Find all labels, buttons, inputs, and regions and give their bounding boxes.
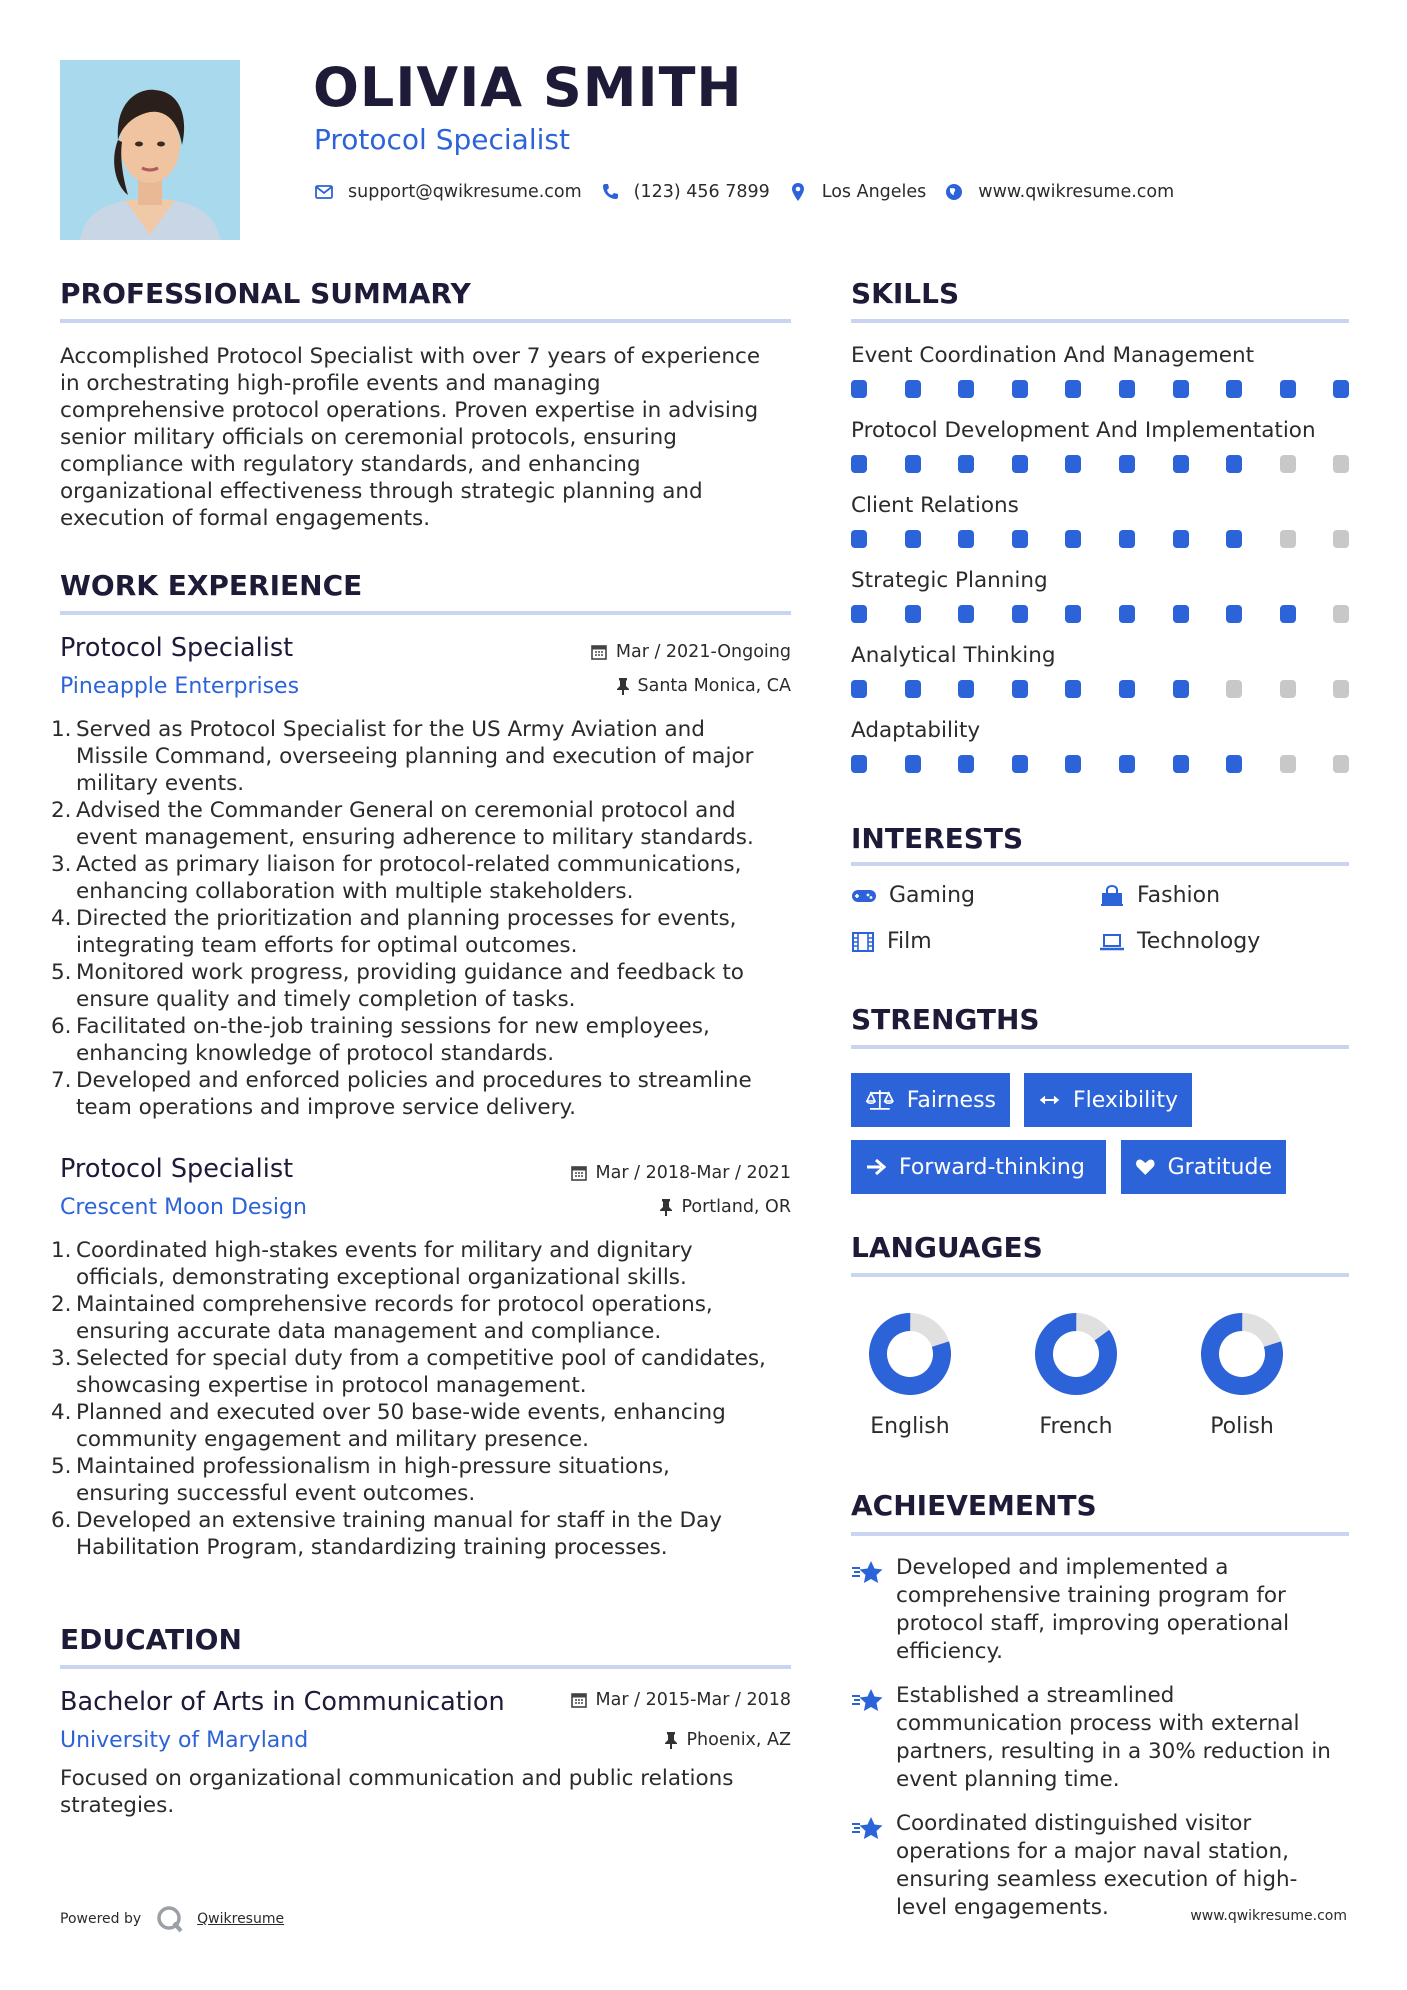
star-award-icon <box>851 1558 885 1588</box>
strength-gratitude <box>1121 1140 1286 1194</box>
star-award-icon <box>851 1814 885 1844</box>
skill-rating <box>851 455 1351 473</box>
list-item <box>51 1399 796 1453</box>
job-location-text: Portland, OR <box>681 1197 791 1217</box>
skill-dot <box>1119 530 1135 548</box>
bullet-number: 4. <box>51 906 72 931</box>
strength-flexibility <box>1024 1073 1192 1127</box>
skill-name: Protocol Development And Implementation <box>851 418 1316 443</box>
interest-film <box>851 929 932 954</box>
skill-dot <box>1065 380 1081 398</box>
bullet-line: Acted as primary liaison for protocol-related communications, <box>76 852 742 877</box>
skill-dot <box>1173 455 1189 473</box>
skill-rating <box>851 680 1351 698</box>
achievements-heading: ACHIEVEMENTS <box>851 1489 1097 1522</box>
bullet-number: 4. <box>51 1400 72 1425</box>
skill-dot <box>1173 530 1189 548</box>
bullet-line: ensuring accurate data management and compliance. <box>76 1319 662 1344</box>
list-item <box>51 716 796 797</box>
skill-dot <box>1333 755 1349 773</box>
bullet-line: team operations and improve service delivery. <box>76 1095 576 1120</box>
summary-line: execution of formal engagements. <box>60 506 431 531</box>
skill-dot <box>1065 530 1081 548</box>
skill-dot <box>1012 380 1028 398</box>
skill-dot <box>851 380 867 398</box>
summary-heading: PROFESSIONAL SUMMARY <box>60 277 471 310</box>
skill-dot <box>1012 530 1028 548</box>
education-line: strategies. <box>60 1793 175 1818</box>
bullet-line: Developed and enforced policies and procedures to streamline <box>76 1068 752 1093</box>
job-location-text: Santa Monica, CA <box>637 676 791 696</box>
skill-dot <box>958 680 974 698</box>
degree-title: Bachelor of Arts in Communication <box>60 1687 505 1717</box>
skill-dot <box>958 455 974 473</box>
interest-technology <box>1099 929 1260 954</box>
calendar-icon <box>570 1691 588 1709</box>
job-date-text: Mar / 2021-Ongoing <box>615 642 791 662</box>
experience-divider <box>60 611 791 615</box>
globe-icon <box>944 182 964 202</box>
skill-dot <box>1280 455 1296 473</box>
skill-dot <box>1226 755 1242 773</box>
bullet-line: Planned and executed over 50 base-wide events, enhancing <box>76 1400 726 1425</box>
skill-dot <box>1173 680 1189 698</box>
phone-icon <box>600 182 620 202</box>
skill-dot <box>1065 605 1081 623</box>
contact-bar <box>314 179 1192 205</box>
skill-dot <box>1226 530 1242 548</box>
job-location <box>480 676 791 696</box>
skill-dot <box>1280 530 1296 548</box>
skill-rating <box>851 380 1351 398</box>
skill-dot <box>1333 530 1349 548</box>
skill-dot <box>1119 380 1135 398</box>
skill-dot <box>851 605 867 623</box>
bullet-number: 7. <box>51 1068 72 1093</box>
skills-divider <box>851 319 1349 323</box>
summary-line: compliance with regulatory standards, and enhancing <box>60 452 641 477</box>
list-item <box>51 1291 796 1345</box>
calendar-icon <box>590 643 608 661</box>
bullet-number: 3. <box>51 1346 72 1371</box>
bullet-line: Missile Command, overseeing planning and execution of major <box>76 744 754 769</box>
interests-heading: INTERESTS <box>851 822 1024 855</box>
skill-dot <box>1065 755 1081 773</box>
arrows-horizontal-icon <box>1038 1090 1061 1110</box>
education-divider <box>60 1665 791 1669</box>
summary-line: comprehensive protocol operations. Proven expertise in advising <box>60 398 759 423</box>
achievement-line: event planning time. <box>896 1767 1120 1792</box>
pushpin-icon <box>616 677 630 695</box>
skill-dot <box>958 605 974 623</box>
education-date-text: Mar / 2015-Mar / 2018 <box>595 1690 791 1710</box>
list-item <box>51 1013 796 1067</box>
pushpin-icon <box>664 1731 678 1749</box>
strength-label: Forward-thinking <box>899 1154 1085 1180</box>
summary-divider <box>60 319 791 323</box>
education-description <box>60 1765 795 1819</box>
skill-dot <box>905 380 921 398</box>
interest-label: Gaming <box>889 883 975 908</box>
achievement-line: Developed and implemented a <box>896 1555 1229 1580</box>
language-name: Polish <box>1210 1414 1274 1439</box>
strengths-divider <box>851 1045 1349 1049</box>
skill-name: Strategic Planning <box>851 568 1048 593</box>
list-item <box>51 959 796 1013</box>
education-heading: EDUCATION <box>60 1623 242 1656</box>
achievement-line: ensuring seamless execution of high- <box>896 1867 1298 1892</box>
skill-dot <box>1065 455 1081 473</box>
skill-dot <box>1280 380 1296 398</box>
achievements-divider <box>851 1532 1349 1536</box>
bullet-line: enhancing knowledge of protocol standards. <box>76 1041 555 1066</box>
portrait-image <box>60 60 240 240</box>
skill-dot <box>1333 605 1349 623</box>
skill-dot <box>1119 455 1135 473</box>
qwikresume-logo-icon <box>155 1904 185 1934</box>
summary-line: organizational effectiveness through strategic planning and <box>60 479 703 504</box>
star-award-icon <box>851 1686 885 1716</box>
candidate-role: Protocol Specialist <box>314 123 570 156</box>
strength-label: Fairness <box>906 1087 996 1113</box>
bullet-line: Advised the Commander General on ceremonial protocol and <box>76 798 736 823</box>
interest-label: Technology <box>1137 929 1261 954</box>
footer-website[interactable]: www.qwikresume.com <box>1190 1908 1347 1924</box>
interest-label: Film <box>887 929 932 954</box>
skill-name: Event Coordination And Management <box>851 343 1255 368</box>
job-title: Protocol Specialist <box>60 633 294 663</box>
film-icon <box>851 931 875 953</box>
skill-dot <box>1012 755 1028 773</box>
achievement-line: partners, resulting in a 30% reduction in <box>896 1739 1331 1764</box>
skill-dot <box>1226 680 1242 698</box>
laptop-icon <box>1099 932 1125 952</box>
bullet-number: 1. <box>51 1238 72 1263</box>
skill-dot <box>851 455 867 473</box>
interest-gaming <box>851 883 975 908</box>
bullet-line: Facilitated on-the-job training sessions for new employees, <box>76 1014 710 1039</box>
list-item <box>51 851 796 905</box>
interests-divider <box>851 862 1349 866</box>
heart-icon <box>1135 1156 1156 1178</box>
skill-dot <box>905 680 921 698</box>
skill-dot <box>1012 680 1028 698</box>
bullet-number: 6. <box>51 1014 72 1039</box>
bullet-line: event management, ensuring adherence to military standards. <box>76 825 754 850</box>
skill-name: Adaptability <box>851 718 981 743</box>
skill-dot <box>1226 605 1242 623</box>
achievement-line: communication process with external <box>896 1711 1300 1736</box>
summary-line: Accomplished Protocol Specialist with over 7 years of experience <box>60 344 761 369</box>
powered-by <box>60 1904 284 1934</box>
skill-dot <box>905 530 921 548</box>
bullet-line: Coordinated high-stakes events for military and dignitary <box>76 1238 693 1263</box>
bullet-number: 6. <box>51 1508 72 1533</box>
education-date <box>540 1690 791 1710</box>
interest-label: Fashion <box>1137 883 1221 908</box>
list-item <box>51 905 796 959</box>
bullet-line: Selected for special duty from a competitive pool of candidates, <box>76 1346 766 1371</box>
contact-location: Los Angeles <box>821 182 927 202</box>
language-level-ring <box>1197 1309 1287 1399</box>
skill-dot <box>1280 605 1296 623</box>
skill-dot <box>1280 680 1296 698</box>
bullet-number: 2. <box>51 798 72 823</box>
bullet-line: ensuring successful event outcomes. <box>76 1481 476 1506</box>
achievement-line: efficiency. <box>896 1639 1003 1664</box>
list-item <box>51 1345 796 1399</box>
achievement-line: Established a streamlined <box>896 1683 1175 1708</box>
arrow-right-icon <box>865 1157 887 1177</box>
strengths-heading: STRENGTHS <box>851 1003 1040 1036</box>
bullet-line: integrating team efforts for optimal outcomes. <box>76 933 578 958</box>
summary-line: senior military officials on ceremonial protocols, ensuring <box>60 425 677 450</box>
profile-photo <box>60 60 240 240</box>
skill-dot <box>1119 680 1135 698</box>
strength-label: Flexibility <box>1073 1087 1178 1113</box>
list-item <box>51 797 796 851</box>
bullet-line: ensure quality and timely completion of tasks. <box>76 987 576 1012</box>
bullet-line: Directed the prioritization and planning processes for events, <box>76 906 737 931</box>
skill-dot <box>905 455 921 473</box>
skill-dot <box>1012 455 1028 473</box>
interest-fashion <box>1099 883 1220 908</box>
qwikresume-link[interactable]: Qwikresume <box>197 1911 285 1927</box>
skill-name: Analytical Thinking <box>851 643 1056 668</box>
skill-rating <box>851 530 1351 548</box>
strength-fairness <box>851 1073 1010 1127</box>
shopping-bag-icon <box>1099 885 1125 907</box>
achievement-line: level engagements. <box>896 1895 1109 1920</box>
calendar-icon <box>570 1164 588 1182</box>
skill-dot <box>905 755 921 773</box>
skill-dot <box>958 530 974 548</box>
skill-dot <box>1333 455 1349 473</box>
bullet-number: 3. <box>51 852 72 877</box>
list-item <box>51 1237 796 1291</box>
skill-dot <box>1333 680 1349 698</box>
skill-dot <box>1226 380 1242 398</box>
skill-dot <box>905 605 921 623</box>
skill-dot <box>1065 680 1081 698</box>
achievement-line: comprehensive training program for <box>896 1583 1286 1608</box>
ring-fill <box>1031 1309 1120 1398</box>
skills-heading: SKILLS <box>851 277 960 310</box>
skill-name: Client Relations <box>851 493 1019 518</box>
skill-dot <box>958 755 974 773</box>
languages-divider <box>851 1273 1349 1277</box>
skill-dot <box>958 380 974 398</box>
education-location-text: Phoenix, AZ <box>686 1730 791 1750</box>
list-item <box>51 1453 796 1507</box>
school-name: University of Maryland <box>60 1728 309 1753</box>
strength-label: Gratitude <box>1167 1154 1272 1180</box>
achievement-line: protocol staff, improving operational <box>896 1611 1290 1636</box>
bullet-number: 5. <box>51 1454 72 1479</box>
gamepad-icon <box>851 887 877 905</box>
skill-dot <box>1119 755 1135 773</box>
bullet-line: Habilitation Program, standardizing training processes. <box>76 1535 668 1560</box>
list-item <box>51 1067 796 1121</box>
bullet-line: Maintained comprehensive records for protocol operations, <box>76 1292 713 1317</box>
company-name: Crescent Moon Design <box>60 1195 307 1220</box>
skill-dot <box>1012 605 1028 623</box>
skill-dot <box>851 680 867 698</box>
strength-forward-thinking <box>851 1140 1106 1194</box>
bullet-line: Maintained professionalism in high-pressure situations, <box>76 1454 670 1479</box>
job-location <box>480 1197 791 1217</box>
bullet-line: military events. <box>76 771 245 796</box>
experience-heading: WORK EXPERIENCE <box>60 569 363 602</box>
job-title: Protocol Specialist <box>60 1154 294 1184</box>
contact-phone[interactable]: (123) 456 7899 <box>633 182 770 202</box>
skill-rating <box>851 755 1351 773</box>
language-level-ring <box>1031 1309 1121 1399</box>
list-item <box>51 1507 796 1561</box>
bullet-line: enhancing collaboration with multiple stakeholders. <box>76 879 634 904</box>
bullet-line: Developed an extensive training manual for staff in the Day <box>76 1508 723 1533</box>
bullet-number: 5. <box>51 960 72 985</box>
skill-dot <box>1280 755 1296 773</box>
skill-dot <box>851 755 867 773</box>
language-level-ring <box>865 1309 955 1399</box>
education-location <box>540 1730 791 1750</box>
bullet-number: 1. <box>51 717 72 742</box>
balance-scale-icon <box>865 1088 895 1112</box>
job-date-text: Mar / 2018-Mar / 2021 <box>595 1163 791 1183</box>
bullet-line: officials, demonstrating exceptional organizational skills. <box>76 1265 687 1290</box>
education-line: Focused on organizational communication and public relations <box>60 1766 734 1791</box>
skill-dot <box>1226 455 1242 473</box>
job-date <box>480 642 791 662</box>
skill-dot <box>851 530 867 548</box>
achievement-line: operations for a major naval station, <box>896 1839 1289 1864</box>
bullet-line: Served as Protocol Specialist for the US Army Aviation and <box>76 717 705 742</box>
skill-dot <box>1173 380 1189 398</box>
company-name: Pineapple Enterprises <box>60 674 300 699</box>
contact-email[interactable]: support@qwikresume.com <box>348 182 582 202</box>
envelope-icon <box>314 182 334 202</box>
language-name: English <box>870 1414 950 1439</box>
bullet-line: Monitored work progress, providing guidance and feedback to <box>76 960 744 985</box>
candidate-name: OLIVIA SMITH <box>313 56 743 119</box>
summary-line: in orchestrating high-profile events and managing <box>60 371 601 396</box>
skill-dot <box>1173 605 1189 623</box>
skill-rating <box>851 605 1351 623</box>
contact-website[interactable]: www.qwikresume.com <box>978 182 1175 202</box>
skill-dot <box>1173 755 1189 773</box>
language-name: French <box>1039 1414 1113 1439</box>
bullet-number: 2. <box>51 1292 72 1317</box>
job-date <box>480 1163 791 1183</box>
powered-by-label: Powered by <box>60 1911 142 1927</box>
skill-dot <box>1333 380 1349 398</box>
bullet-line: community engagement and military presence. <box>76 1427 590 1452</box>
achievement-line: Coordinated distinguished visitor <box>896 1811 1252 1836</box>
bullet-line: showcasing expertise in protocol management. <box>76 1373 587 1398</box>
summary-text <box>60 343 795 532</box>
skill-dot <box>1119 605 1135 623</box>
job-bullet-list <box>51 716 796 1121</box>
pushpin-icon <box>659 1198 673 1216</box>
job-bullet-list <box>51 1237 796 1561</box>
map-marker-icon <box>788 182 808 202</box>
languages-heading: LANGUAGES <box>851 1231 1043 1264</box>
